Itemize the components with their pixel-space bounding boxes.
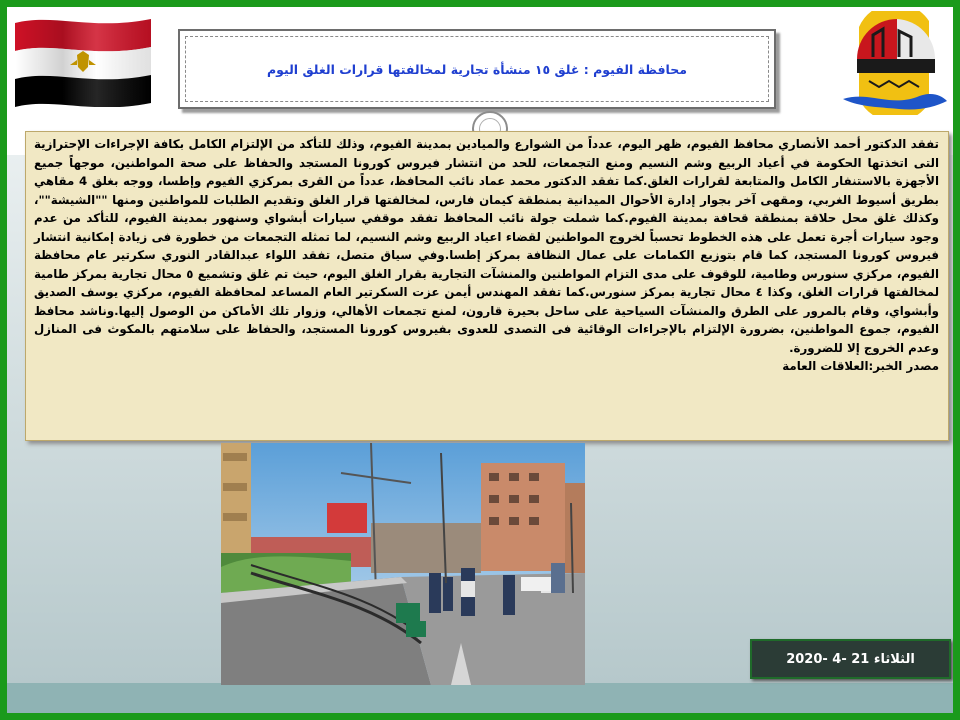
governorate-logo-icon [839,11,951,115]
article-box [25,131,949,441]
article-body: تفقد الدكتور أحمد الأنصاري محافظ الفيوم، ظهر اليوم، عدداً من الشوارع والميادين بمدينة الفيوم، وذلك للتأكد من الإلتزام الكامل بكافة الإجراءات الإحترازية التى اتخذتها الحكومة في أعياد الربيع وشم النسيم ومنع التجمعات، للحد من انتشار فيروس كورونا المستجد والحفاظ على صحة المواطنين، موجهاً جميع الأجهزة بالاستنفار الكامل والمتابعة لقرارات الغلق.كما تفقد الدكتور محمد عماد نائب المحافظ، عدداً من القرى بمركزي الفيوم وإطسا، ووجه بغلق 4 مقاهي بطريق أسيوط الغربي، ومقهى آخر بجوار إدارة الأحوال الميدانية بمنطقة كيمان فارس، لمخالفتها قرار الغلق وتقديم الطلبات للمواطنين ومنها ""الشيشة""، وكذلك غلق محل حلاقة بمنطقة قحافة بمدينة الفيوم.كما شملت جولة نائب المحافظ تفقد موقفي سيارات أبشواي وسنهور بمدينة الفيوم، للتأكد من عدم وجود سيارات أجرة تعمل على هذه الخطوط تحسباً لخروج المواطنين لقضاء اعياد الربيع وشم النسيم، لما تمثله التجمعات من خطورة فى زيادة إمكانية انتشار فيروس كورونا المستجد، كما قام بتوزيع الكمامات على عمال النظافة بمركز إطسا.وفي سياق متصل، تفقد اللواء عبدالقادر النوري سكرتير عام محافظة الفيوم، مركزي سنورس وطامية، للوقوف على مدى التزام المواطنين والمنشآت التجارية بقرار الغلق اليوم، حيث تم غلق وتشميع ٥ محال تجارية بمركز طامية لمخالفتها قرارات الغلق، وكذا ٤ محال تجارية بمركز سنورس.كما تفقد المهندس أيمن عزت السكرتير العام المساعد لمحافظة الفيوم، مركزي يوسف الصديق وأبشواي، وقام بالمرور على الطرق والمنشآت السياحية على ساحل بحيرة قارون، لمنع تجمعات الأهالي، وزوار تلك الأماكن من الوصول إليها.وناشد محافظ الفيوم، جموع المواطنين، بضرورة الإلتزام بالإجراءات الوقائية فى التصدى للعدوى بفيروس كورونا المستجد، والحفاظ على سلامتهم بالمكوث فى المنازل وعدم الخروج إلا للضرورة. [34,137,940,355]
egypt-flag-icon [13,13,153,107]
bottom-strip [7,683,953,713]
date-text: الثلاثاء 21 -4 -2020 [786,651,915,667]
article-source: مصدر الخبر:العلاقات العامة [782,359,939,373]
news-title: محافظة الفيوم : غلق ١٥ منشأة تجارية لمخالفتها قرارات الغلق اليوم [267,61,687,77]
date-badge [750,639,951,679]
news-title-box [178,29,776,109]
news-photo [221,443,585,685]
